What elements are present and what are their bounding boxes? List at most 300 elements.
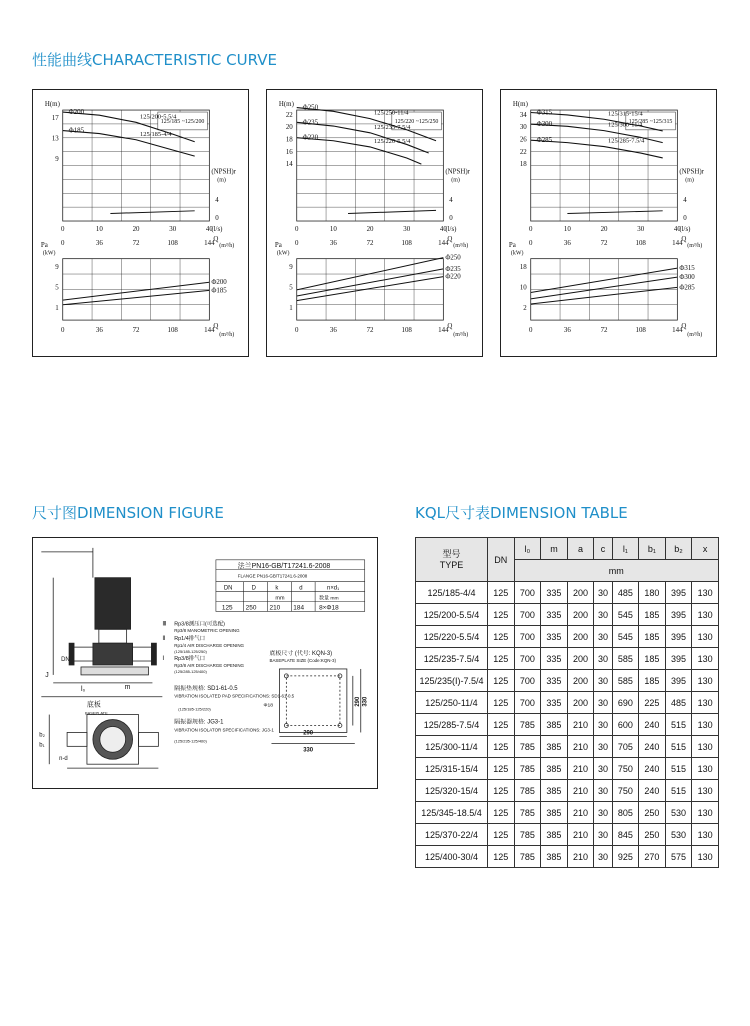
table-header-row (416, 538, 719, 560)
table-cell: 335 (541, 604, 568, 626)
head-tick-label: 22 (519, 148, 527, 156)
header-a: a (567, 538, 594, 560)
table-cell: 30 (594, 692, 612, 714)
flow-ls-tick: 20 (366, 225, 374, 233)
flow-ls-unit: (l/s) (679, 225, 691, 233)
flow-label: Q (447, 235, 453, 243)
table-cell: 125 (488, 714, 515, 736)
table-cell: 130 (692, 692, 719, 714)
table-row (416, 626, 719, 648)
head-tick-label: 34 (519, 111, 527, 119)
table-cell: 335 (541, 648, 568, 670)
dim-letter-b2: b₂ (39, 732, 45, 739)
cell-type: 125/185-4/4 (416, 582, 488, 604)
model-range-label: 125/285 ~125/315 (628, 118, 673, 125)
head-tick-label: 9 (55, 156, 59, 164)
table-cell: 130 (692, 626, 719, 648)
baseplate-outline (279, 669, 346, 732)
head-tick-label: 20 (285, 124, 293, 132)
power-flow-tick: 72 (600, 326, 608, 334)
callout-2-note: (125/185-125/250) (174, 649, 207, 655)
head-tick-label: 16 (285, 148, 293, 156)
table-cell: 385 (541, 758, 568, 780)
power-flow-unit: (m³/h) (219, 331, 235, 338)
flow-m3h-tick: 108 (401, 239, 412, 247)
inlet-pipe (73, 647, 93, 661)
table-row (416, 758, 719, 780)
baseplate-size-en: BASEPLATE SIZE (Code:KQN-3) (269, 658, 336, 664)
head-curve-label: Φ185 (68, 127, 85, 135)
flow-ls-tick: 0 (294, 225, 299, 233)
power-curve-label: Φ220 (445, 273, 461, 281)
table-cell: 225 (639, 692, 666, 714)
table-cell: 575 (665, 846, 692, 868)
dimension-table (415, 537, 719, 868)
header-m: m (541, 538, 568, 560)
cell-type: 125/220-5.5/4 (416, 626, 488, 648)
flange-title-en: FLANGE PN16-GB/T17241.6-2008 (237, 573, 308, 579)
table-cell: 600 (612, 714, 639, 736)
table-cell: 250 (639, 802, 666, 824)
table-cell: 125 (488, 692, 515, 714)
table-cell: 585 (612, 670, 639, 692)
flange-qty-label: 数量 mm (319, 596, 339, 602)
table-cell: 130 (692, 824, 719, 846)
flow-m3h-tick: 108 (167, 239, 178, 247)
outlet-pipe (133, 647, 153, 661)
table-row (416, 824, 719, 846)
table-cell: 785 (514, 758, 541, 780)
table-row (416, 692, 719, 714)
header-b1: b₁ (639, 538, 666, 560)
callout-3-zh: Rp3/8测压口(可选配) (174, 621, 226, 628)
table-row (416, 736, 719, 758)
callout-1-zh: Rp3/8排气口 (174, 656, 206, 663)
table-cell: 30 (594, 802, 612, 824)
table-cell: 125 (488, 670, 515, 692)
table-cell: 785 (514, 714, 541, 736)
table-cell: 130 (692, 736, 719, 758)
table-cell: 700 (514, 604, 541, 626)
cell-type: 125/235(I)-7.5/4 (416, 670, 488, 692)
power-flow-tick: 0 (60, 326, 65, 334)
head-curve-label: Φ200 (68, 109, 85, 117)
power-flow-tick: 144 (204, 326, 215, 334)
table-cell: 700 (514, 692, 541, 714)
table-cell: 700 (514, 670, 541, 692)
power-flow-tick: 72 (366, 326, 374, 334)
table-cell: 200 (567, 670, 594, 692)
flow-ls-tick: 30 (403, 225, 411, 233)
flow-ls-tick: 40 (205, 225, 213, 233)
dim-330-vertical: 330 (362, 696, 369, 707)
dim-290-vertical: 290 (354, 696, 361, 707)
flow-m3h-tick: 36 (329, 239, 337, 247)
table-cell: 30 (594, 648, 612, 670)
head-tick-label: 26 (519, 136, 527, 144)
power-tick-label: 5 (55, 284, 59, 292)
head-axis-label: H(m) (44, 101, 60, 109)
flow-label: Q (213, 235, 219, 243)
head-curve-annotation: 125/200-5.5/4 (140, 113, 177, 121)
flow-label: Q (681, 235, 687, 243)
power-flow-tick: 0 (294, 326, 299, 334)
head-axis-label: H(m) (512, 101, 528, 109)
table-cell: 130 (692, 604, 719, 626)
power-curve (297, 269, 444, 296)
table-cell: 200 (567, 582, 594, 604)
flow-m3h-tick: 72 (600, 239, 608, 247)
flow-m3h-tick: 144 (438, 239, 449, 247)
power-curve (297, 258, 444, 290)
table-cell: 125 (488, 582, 515, 604)
flange-value-d-small: 184 (293, 604, 305, 612)
power-flow-unit: (m³/h) (453, 331, 469, 338)
table-cell: 845 (612, 824, 639, 846)
power-flow-tick: 144 (672, 326, 683, 334)
head-curve-annotation: 125/315-15/4 (608, 110, 643, 118)
cell-type: 125/285-7.5/4 (416, 714, 488, 736)
head-curve-annotation: 125/220-5.5/4 (374, 137, 411, 145)
cell-type: 125/345-18.5/4 (416, 802, 488, 824)
curve-chart-2 (266, 89, 483, 357)
table-cell: 530 (665, 824, 692, 846)
table-cell: 545 (612, 626, 639, 648)
flow-ls-tick: 10 (563, 225, 571, 233)
npsh-tick-label: 0 (449, 215, 453, 223)
cell-type: 125/400-30/4 (416, 846, 488, 868)
callout-2-num: Ⅱ (162, 636, 166, 643)
flow-ls-tick: 0 (528, 225, 533, 233)
table-row (416, 802, 719, 824)
power-flow-tick: 36 (95, 326, 103, 334)
header-type-zh: 型号 (442, 548, 461, 559)
table-cell: 515 (665, 780, 692, 802)
table-cell: 30 (594, 582, 612, 604)
baseplate-front (81, 667, 148, 675)
flange-value-k: 210 (269, 604, 281, 612)
table-cell: 515 (665, 736, 692, 758)
table-cell: 125 (488, 626, 515, 648)
model-range-label: 125/220 ~125/250 (394, 118, 439, 125)
callout-3-num: Ⅲ (162, 621, 167, 628)
flow-ls-tick: 10 (95, 225, 103, 233)
cell-type: 125/235-7.5/4 (416, 648, 488, 670)
table-cell: 125 (488, 824, 515, 846)
flange-value-nd: 8×Φ18 (319, 604, 339, 612)
dim-letter-b1: b₁ (39, 742, 45, 749)
dim-letter-m: m (124, 683, 131, 691)
table-cell: 130 (692, 714, 719, 736)
flange-header-dn: DN (223, 585, 233, 592)
header-unit: mm (514, 560, 718, 582)
dim-330: 330 (303, 747, 314, 754)
dim-letter-dn: DN (61, 657, 70, 664)
power-curve-label: Φ185 (211, 287, 227, 295)
npsh-axis-label: (NPSH)r (679, 168, 704, 176)
head-curve-annotation: 125/300-11/4 (608, 121, 643, 129)
flange-title: 法兰PN16-GB/T17241.6-2008 (237, 562, 331, 570)
table-cell: 585 (612, 648, 639, 670)
flange-header-d-small: d (299, 585, 303, 592)
table-cell: 130 (692, 758, 719, 780)
npsh-tick-label: 4 (449, 197, 453, 205)
dim-letter-j: J (45, 671, 49, 679)
pump-casing (93, 643, 133, 665)
base-label-zh: 底板 (86, 701, 101, 709)
table-cell: 210 (567, 824, 594, 846)
table-cell: 335 (541, 670, 568, 692)
base-label-en: BASEPLATE (84, 710, 108, 716)
header-dn: DN (488, 538, 515, 582)
pad-spec-note: (125/185-125/220) (178, 706, 211, 712)
flow-m3h-tick: 144 (672, 239, 683, 247)
table-cell: 750 (612, 758, 639, 780)
head-tick-label: 13 (51, 135, 59, 143)
table-cell: 515 (665, 758, 692, 780)
power-flow-tick: 36 (563, 326, 571, 334)
power-curve (297, 277, 444, 301)
flow-m3h-tick: 144 (204, 239, 215, 247)
power-tick-label: 10 (519, 284, 527, 292)
table-cell: 700 (514, 648, 541, 670)
header-type-en: TYPE (439, 559, 464, 570)
table-cell: 240 (639, 758, 666, 780)
table-cell: 785 (514, 824, 541, 846)
power-tick-label: 1 (289, 304, 293, 312)
table-cell: 30 (594, 736, 612, 758)
outlet-flange (151, 643, 156, 665)
flow-ls-unit: (l/s) (211, 225, 223, 233)
dimension-figure (32, 537, 378, 789)
power-flow-unit: (m³/h) (687, 331, 703, 338)
table-cell: 130 (692, 802, 719, 824)
power-curve-label: Φ315 (679, 265, 695, 273)
table-cell: 125 (488, 604, 515, 626)
table-cell: 240 (639, 736, 666, 758)
power-tick-label: 18 (519, 263, 527, 271)
npsh-axis-unit: (m) (685, 177, 694, 184)
power-curve-label: Φ300 (679, 274, 695, 282)
power-flow-tick: 0 (528, 326, 533, 334)
flow-ls-tick: 30 (169, 225, 177, 233)
table-cell: 200 (567, 692, 594, 714)
table-row (416, 582, 719, 604)
table-cell: 385 (541, 802, 568, 824)
table-cell: 395 (665, 670, 692, 692)
npsh-axis-unit: (m) (217, 177, 226, 184)
flow-ls-tick: 20 (600, 225, 608, 233)
table-row (416, 780, 719, 802)
table-cell: 395 (665, 626, 692, 648)
power-tick-label: 5 (289, 284, 293, 292)
table-cell: 485 (612, 582, 639, 604)
power-axis-unit: (kW) (276, 250, 290, 257)
flow-ls-tick: 0 (60, 225, 65, 233)
motor-body (95, 578, 131, 630)
power-axis-label: Pa (508, 241, 516, 249)
head-curve-label: Φ300 (536, 121, 553, 129)
table-cell: 30 (594, 714, 612, 736)
header-x: x (692, 538, 719, 560)
callout-3-en: Rp3/8 MANOMETRIC OPENING (174, 628, 240, 634)
header-type (416, 538, 488, 582)
table-cell: 785 (514, 736, 541, 758)
head-curve-label: Φ285 (536, 137, 553, 145)
power-curve-label: Φ235 (445, 265, 461, 273)
header-l0: l₀ (514, 538, 541, 560)
table-cell: 180 (639, 582, 666, 604)
table-row (416, 670, 719, 692)
power-flow-tick: 36 (329, 326, 337, 334)
head-tick-label: 22 (285, 111, 293, 119)
callout-1-note: (125/285-125/400) (174, 668, 207, 674)
table-cell: 530 (665, 802, 692, 824)
table-cell: 785 (514, 846, 541, 868)
curve-section-title: 性能曲线CHARACTERISTIC CURVE (32, 51, 277, 69)
head-tick-label: 18 (519, 161, 527, 169)
npsh-curve (348, 210, 436, 213)
power-axis-unit: (kW) (510, 250, 524, 257)
header-c: c (594, 538, 612, 560)
head-curve-annotation: 125/235-7.5/4 (374, 123, 411, 131)
table-row (416, 714, 719, 736)
table-cell: 385 (541, 780, 568, 802)
head-tick-label: 17 (51, 115, 59, 123)
power-tick-label: 1 (55, 304, 59, 312)
baseplate-plan (271, 669, 360, 743)
flange-value-dn: 125 (221, 604, 233, 612)
header-l1: l₁ (612, 538, 639, 560)
table-cell: 690 (612, 692, 639, 714)
top-view-impeller (100, 726, 126, 752)
table-cell: 130 (692, 670, 719, 692)
npsh-curve (567, 211, 662, 214)
table-cell: 335 (541, 582, 568, 604)
flow-ls-tick: 10 (329, 225, 337, 233)
callout-2-zh: Rp1/4排气口 (174, 636, 206, 643)
flow-unit: (m³/h) (687, 242, 703, 249)
table-cell: 335 (541, 626, 568, 648)
hole-label: Φ18 (263, 703, 274, 709)
flow-ls-tick: 20 (132, 225, 140, 233)
table-cell: 125 (488, 648, 515, 670)
head-tick-label: 30 (519, 124, 527, 132)
table-cell: 30 (594, 758, 612, 780)
power-curve-label: Φ250 (445, 254, 461, 262)
cell-type: 125/315-15/4 (416, 758, 488, 780)
dim-letter-nd: n-d (59, 756, 68, 763)
table-cell: 125 (488, 736, 515, 758)
npsh-curve (110, 211, 194, 214)
head-curve-annotation: 125/185-4/4 (140, 130, 172, 138)
table-cell: 395 (665, 604, 692, 626)
head-tick-label: 18 (285, 136, 293, 144)
callout-1-en: Rp3/8 AIR DISCHARGE OPENING (174, 662, 245, 668)
flow-ls-tick: 40 (439, 225, 447, 233)
table-cell: 130 (692, 780, 719, 802)
top-view-outlet (139, 732, 159, 746)
flow-m3h-tick: 72 (132, 239, 140, 247)
npsh-axis-label: (NPSH)r (211, 168, 236, 176)
table-cell: 335 (541, 692, 568, 714)
power-flow-label: Q (213, 323, 219, 331)
isolator-spec-en: VIBRATION ISOLATOR SPECIFICATIONS: JG3-1 (174, 727, 274, 733)
table-cell: 925 (612, 846, 639, 868)
table-cell: 210 (567, 714, 594, 736)
flow-m3h-tick: 36 (563, 239, 571, 247)
table-section-title: KQL尺寸表DIMENSION TABLE (415, 504, 628, 522)
flange-value-d: 250 (245, 604, 257, 612)
flow-ls-unit: (l/s) (445, 225, 457, 233)
table-cell: 130 (692, 582, 719, 604)
table-row (416, 648, 719, 670)
cell-type: 125/200-5.5/4 (416, 604, 488, 626)
table-cell: 210 (567, 846, 594, 868)
table-cell: 705 (612, 736, 639, 758)
table-cell: 240 (639, 780, 666, 802)
table-cell: 210 (567, 758, 594, 780)
table-cell: 385 (541, 736, 568, 758)
table-cell: 750 (612, 780, 639, 802)
table-cell: 185 (639, 670, 666, 692)
table-cell: 210 (567, 736, 594, 758)
power-curve-label: Φ285 (679, 284, 695, 292)
head-curve-annotation: 125/250-11/4 (374, 109, 409, 117)
dimension-drawing (33, 538, 377, 788)
flange-header-k: k (275, 585, 279, 592)
table-cell: 785 (514, 802, 541, 824)
table-cell: 210 (567, 802, 594, 824)
cell-type: 125/370-22/4 (416, 824, 488, 846)
pad-spec-zh: 隔振垫规格: SD1-61-0.5 (174, 685, 238, 692)
table-cell: 30 (594, 670, 612, 692)
table-row (416, 846, 719, 868)
table-cell: 805 (612, 802, 639, 824)
callout-1-num: Ⅰ (162, 656, 165, 663)
table-cell: 130 (692, 846, 719, 868)
head-axis-label: H(m) (278, 101, 294, 109)
table-cell: 30 (594, 604, 612, 626)
flow-m3h-tick: 0 (528, 239, 533, 247)
table-cell: 200 (567, 648, 594, 670)
top-view-inlet (67, 732, 87, 746)
head-curve-label: Φ250 (302, 104, 319, 112)
head-curve-label: Φ220 (302, 134, 319, 142)
power-tick-label: 2 (523, 304, 527, 312)
header-b2: b₂ (665, 538, 692, 560)
power-flow-tick: 108 (635, 326, 646, 334)
inlet-flange (69, 643, 74, 665)
isolator-spec-note: (125/235-125/400) (174, 738, 207, 744)
dim-letter-l0: l₀ (80, 685, 86, 693)
flow-ls-tick: 40 (673, 225, 681, 233)
flow-m3h-tick: 0 (60, 239, 65, 247)
baseplate-inner (286, 676, 340, 726)
table-cell: 395 (665, 582, 692, 604)
model-range-label: 125/185 ~125/200 (160, 118, 205, 125)
npsh-axis-unit: (m) (451, 177, 460, 184)
table-cell: 785 (514, 780, 541, 802)
cell-type: 125/320-15/4 (416, 780, 488, 802)
npsh-tick-label: 0 (683, 215, 687, 223)
table-cell: 270 (639, 846, 666, 868)
table-cell: 700 (514, 626, 541, 648)
npsh-tick-label: 0 (215, 215, 219, 223)
flow-m3h-tick: 108 (635, 239, 646, 247)
cell-type: 125/250-11/4 (416, 692, 488, 714)
table-cell: 125 (488, 758, 515, 780)
